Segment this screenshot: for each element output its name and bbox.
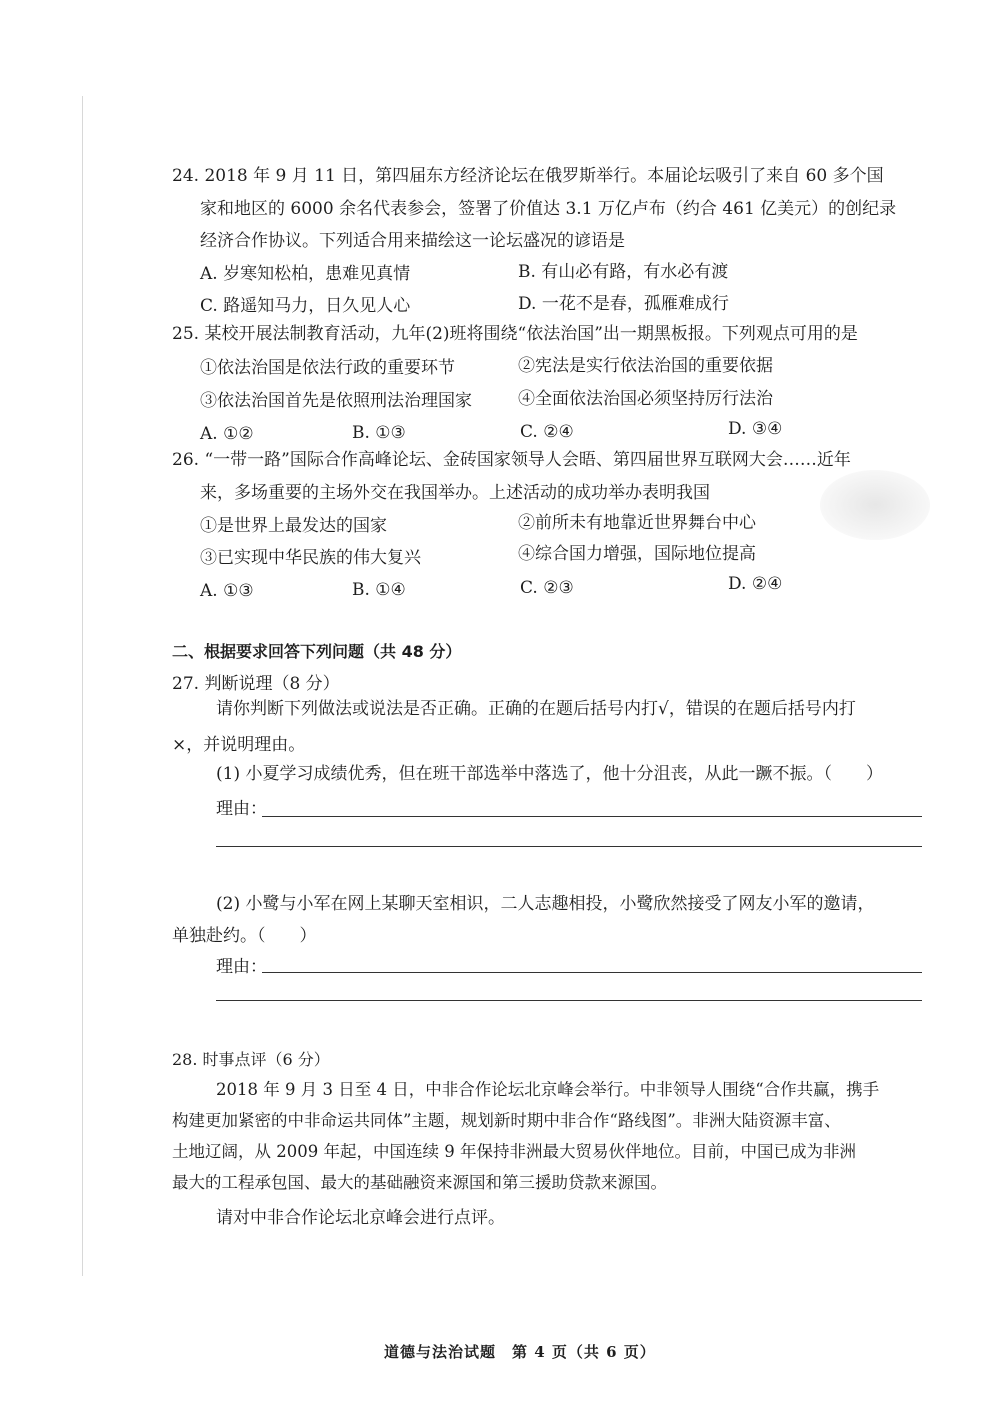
q26-option-a: A. ①③ bbox=[200, 581, 254, 601]
q25-statement-2: ②宪法是实行依法治国的重要依据 bbox=[518, 356, 773, 376]
q24-option-d: D. 一花不是春，孤雁难成行 bbox=[518, 294, 729, 314]
q27-item-1-answer-line-1 bbox=[262, 816, 922, 817]
q25-option-b: B. ①③ bbox=[352, 423, 406, 443]
q25-option-c: C. ②④ bbox=[520, 422, 574, 442]
q25-statement-1: ①依法治国是依法行政的重要环节 bbox=[200, 358, 455, 378]
q27-instruction-line-1: 请你判断下列做法或说法是否正确。正确的在题后括号内打√，错误的在题后括号内打 bbox=[216, 699, 856, 719]
q24-option-a: A. 岁寒知松柏，患难见真情 bbox=[200, 264, 411, 284]
q27-item-2-answer-line-1 bbox=[262, 972, 922, 973]
q24-stem-line-3: 经济合作协议。下列适合用来描绘这一论坛盛况的谚语是 bbox=[200, 231, 625, 251]
q27-instruction-line-2: ×，并说明理由。 bbox=[172, 735, 306, 755]
q24-option-b: B. 有山必有路，有水必有渡 bbox=[518, 262, 729, 282]
q28-task: 请对中非合作论坛北京峰会进行点评。 bbox=[216, 1208, 505, 1228]
q25-statement-4: ④全面依法治国必须坚持厉行法治 bbox=[518, 389, 773, 409]
scan-smudge bbox=[820, 470, 930, 540]
q26-statement-3: ③已实现中华民族的伟大复兴 bbox=[200, 548, 421, 568]
q28-passage-line-4: 最大的工程承包国、最大的基础融资来源国和第三援助贷款来源国。 bbox=[172, 1173, 667, 1192]
q25-statement-3: ③依法治国首先是依照刑法治理国家 bbox=[200, 391, 472, 411]
q25-option-a: A. ①② bbox=[200, 424, 254, 444]
q24-stem-line-2: 家和地区的 6000 余名代表参会，签署了价值达 3.1 万亿卢布（约合 461 亿美元）的创纪录 bbox=[200, 199, 897, 219]
q25-option-d: D. ③④ bbox=[728, 419, 783, 439]
q26-option-d: D. ②④ bbox=[728, 574, 783, 594]
q27-item-1-answer-line-2 bbox=[216, 846, 922, 847]
section-2-heading: 二、根据要求回答下列问题（共 48 分） bbox=[172, 642, 462, 661]
q26-statement-2: ②前所未有地靠近世界舞台中心 bbox=[518, 513, 756, 533]
q27-title: 27. 判断说理（8 分） bbox=[172, 674, 340, 694]
q25-stem: 25. 某校开展法制教育活动，九年(2)班将围绕“依法治国”出一期黑板报。下列观点可用的是 bbox=[172, 324, 858, 344]
q27-item-2-line-2: 单独赴约。（ ） bbox=[172, 926, 317, 946]
q24-option-c: C. 路遥知马力，日久见人心 bbox=[200, 296, 411, 316]
scan-edge-line bbox=[82, 96, 83, 1276]
q28-passage-line-3: 土地辽阔，从 2009 年起，中国连续 9 年保持非洲最大贸易伙伴地位。目前，中国已成为非洲 bbox=[172, 1142, 856, 1161]
q26-statement-4: ④综合国力增强，国际地位提高 bbox=[518, 544, 756, 564]
q26-option-b: B. ①④ bbox=[352, 580, 406, 600]
q26-stem-line-2: 来，多场重要的主场外交在我国举办。上述活动的成功举办表明我国 bbox=[200, 483, 710, 503]
q28-passage-line-2: 构建更加紧密的中非命运共同体”主题，规划新时期中非合作“路线图”。非洲大陆资源丰富、 bbox=[172, 1111, 841, 1130]
q27-item-2-answer-line-2 bbox=[216, 1000, 922, 1001]
q26-statement-1: ①是世界上最发达的国家 bbox=[200, 516, 387, 536]
q28-title: 28. 时事点评（6 分） bbox=[172, 1050, 330, 1069]
q27-item-1-reason-label: 理由： bbox=[216, 799, 267, 819]
q27-item-2-line-1: (2) 小鹭与小军在网上某聊天室相识，二人志趣相投，小鹭欣然接受了网友小军的邀请， bbox=[216, 894, 875, 914]
q26-stem-line-1: 26. “一带一路”国际合作高峰论坛、金砖国家领导人会晤、第四届世界互联网大会……近年 bbox=[172, 450, 851, 470]
q26-option-c: C. ②③ bbox=[520, 578, 574, 598]
q24-stem-line-1: 24. 2018 年 9 月 11 日，第四届东方经济论坛在俄罗斯举行。本届论坛吸引了来自 60 多个国 bbox=[172, 166, 884, 186]
page-footer: 道德与法治试题 第 4 页（共 6 页） bbox=[384, 1343, 656, 1361]
q27-item-1: (1) 小夏学习成绩优秀，但在班干部选举中落选了，他十分沮丧，从此一蹶不振。（ ） bbox=[216, 764, 883, 784]
q27-item-2-reason-label: 理由： bbox=[216, 957, 267, 977]
q28-passage-line-1: 2018 年 9 月 3 日至 4 日，中非合作论坛北京峰会举行。中非领导人围绕“合作共赢，携手 bbox=[216, 1080, 880, 1099]
